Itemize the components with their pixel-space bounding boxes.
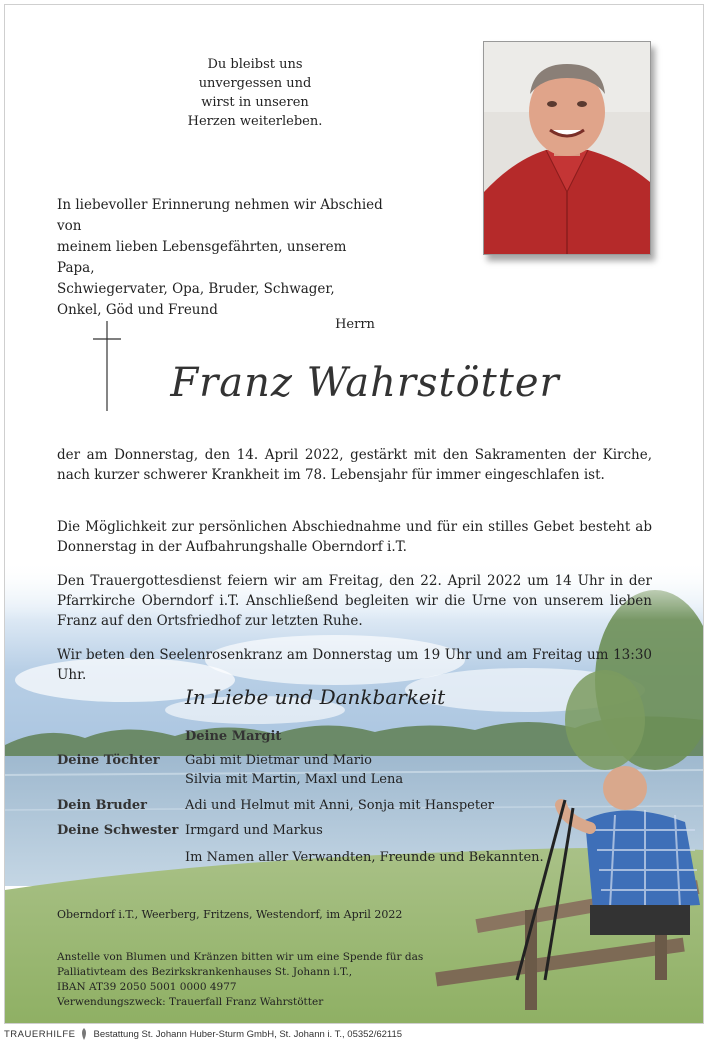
donation-line-4: Verwendungszweck: Trauerfall Franz Wahrstötter	[57, 996, 324, 1008]
donation-line-3: IBAN AT39 2050 5001 0000 4977	[57, 981, 237, 993]
quote-line-2: unvergessen und	[198, 76, 312, 91]
family-row-toechter	[57, 751, 577, 791]
funeral-service-paragraph: Den Trauergottesdienst feiern wir am Freitag, den 22. April 2022 um 14 Uhr in der Pfarrkirche Oberndorf i.T. Anschließend begleiten wir die Urne von unserem lieben Franz auf den Ortsfriedhof zur letzten Ruhe.	[57, 573, 652, 629]
donation-line-2: Palliativteam des Bezirkskrankenhauses St. Johann i.T.,	[57, 966, 353, 978]
death-notice-paragraph: der am Donnerstag, den 14. April 2022, gestärkt mit den Sakramenten der Kirche, nach kurzer schwerer Krankheit im 78. Lebensjahr für immer eingeschlafen ist.	[57, 447, 652, 483]
portrait-image	[484, 42, 650, 254]
family-label-bruder: Dein Bruder	[57, 798, 147, 813]
family-label-toechter: Deine Töchter	[57, 753, 160, 768]
salutation: Herrn	[335, 317, 375, 332]
leaf-icon	[80, 1028, 88, 1040]
rosary-paragraph: Wir beten den Seelenrosenkranz am Donnerstag um 19 Uhr und am Freitag um 13:30 Uhr.	[57, 647, 652, 683]
farewell-paragraph: Die Möglichkeit zur persönlichen Abschiednahme und für ein stilles Gebet besteht ab Donnerstag in der Aufbahrungshalle Oberndorf i.T.	[57, 519, 652, 555]
quote-line-3: wirst in unseren	[201, 95, 309, 110]
publisher-brand: TRAUERHILFE	[4, 1028, 76, 1040]
publisher-footer	[4, 1026, 702, 1042]
family-names-toechter-2: Silvia mit Martin, Maxl und Lena	[185, 772, 404, 787]
publisher-text: Bestattung St. Johann Huber-Sturm GmbH, St. Johann i. T., 05352/62115	[93, 1028, 403, 1040]
cross-icon	[93, 321, 121, 411]
intro-line-1: In liebevoller Erinnerung nehmen wir Abschied von	[57, 197, 383, 234]
family-row-margit	[57, 727, 577, 747]
family-names-schwester: Irmgard und Markus	[185, 823, 323, 838]
family-row-bruder	[57, 796, 577, 816]
quote-line-4: Herzen weiterleben.	[187, 114, 323, 129]
family-margit: Deine Margit	[185, 729, 282, 744]
deceased-name: Franz Wahrstötter	[170, 360, 560, 406]
intro-line-2: meinem lieben Lebensgefährten, unserem Papa,	[57, 239, 347, 276]
donation-note	[57, 950, 427, 1010]
intro-line-4: Onkel, Göd und Freund	[57, 302, 218, 318]
family-row-all	[57, 848, 577, 868]
family-names-toechter-1: Gabi mit Dietmar und Mario	[185, 753, 372, 768]
quote-line-1: Du bleibst uns	[207, 57, 303, 72]
intro-text	[57, 195, 387, 321]
portrait-photo	[483, 41, 651, 255]
family-row-schwester	[57, 821, 577, 841]
family-all-relatives: Im Namen aller Verwandten, Freunde und Bekannten.	[185, 850, 544, 865]
obituary-card	[4, 4, 704, 1024]
place-and-date: Oberndorf i.T., Weerberg, Fritzens, Westendorf, im April 2022	[57, 908, 403, 921]
intro-line-3: Schwiegervater, Opa, Bruder, Schwager,	[57, 281, 335, 297]
family-names-bruder: Adi und Helmut mit Anni, Sonja mit Hanspeter	[185, 798, 494, 813]
donation-line-1: Anstelle von Blumen und Kränzen bitten wir um eine Spende für das	[57, 951, 424, 963]
thanks-heading: In Liebe und Dankbarkeit	[185, 685, 446, 709]
family-label-schwester: Deine Schwester	[57, 823, 179, 838]
memorial-quote	[155, 55, 355, 131]
